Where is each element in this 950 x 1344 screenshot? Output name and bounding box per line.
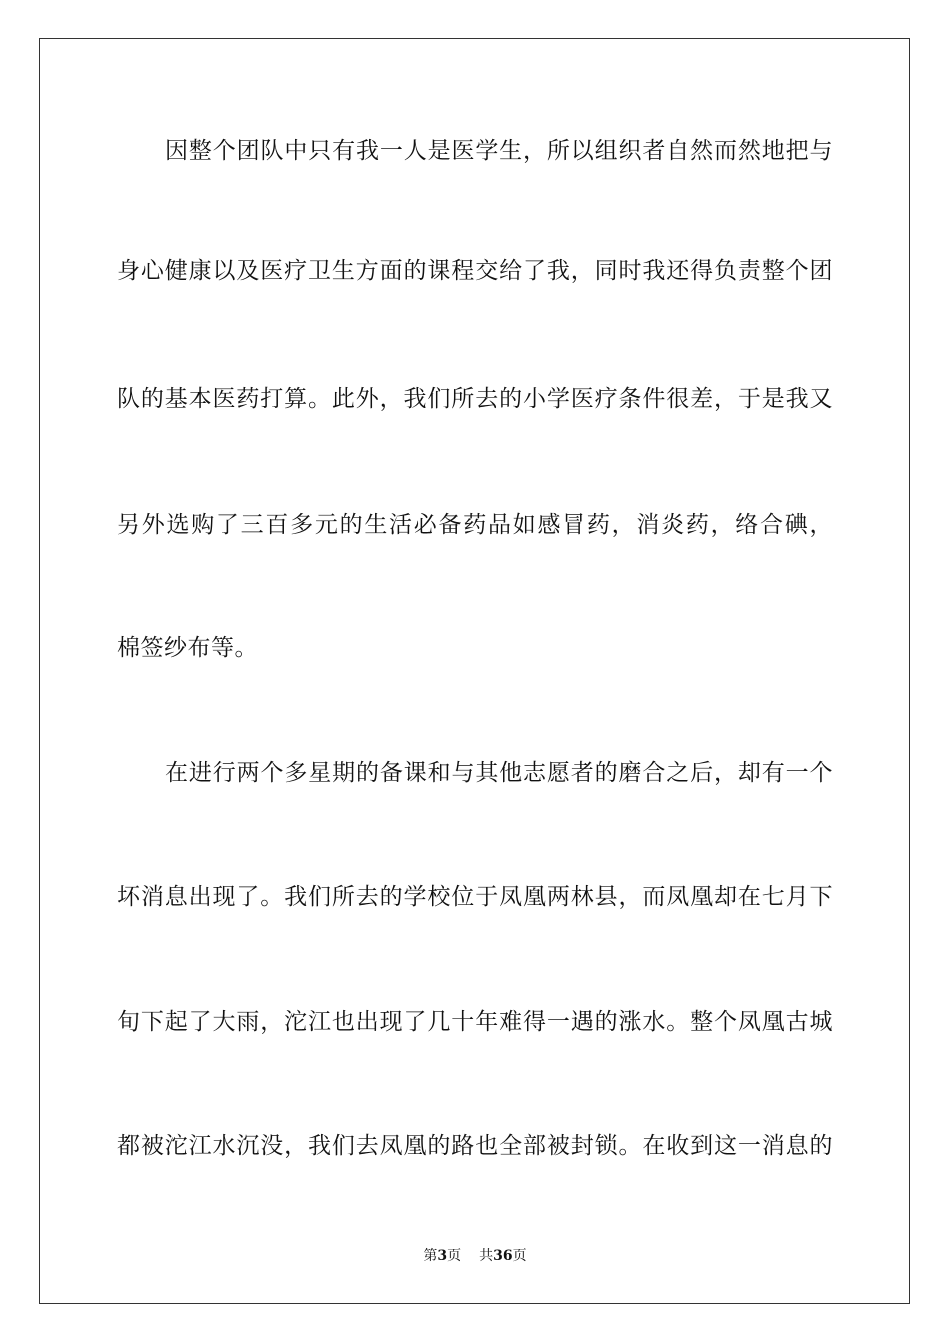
paragraph-1-line-3: 队的基本医药打算。此外，我们所去的小学医疗条件很差，于是我又 [117,386,833,412]
paragraph-2-line-1: 在进行两个多星期的备课和与其他志愿者的磨合之后，却有一个 [165,760,833,786]
paragraph-1-line-5: 棉签纱布等。 [117,635,258,661]
page-number: 3 [437,1248,448,1264]
paragraph-2-line-2: 坏消息出现了。我们所去的学校位于凤凰两林县，而凤凰却在七月下 [117,884,833,910]
paragraph-1-line-2: 身心健康以及医疗卫生方面的课程交给了我，同时我还得负责整个团 [117,258,833,284]
total-pages: 36 [493,1248,513,1264]
page-border [39,38,910,1304]
total-prefix: 共 [479,1248,494,1264]
paragraph-2-line-3: 旬下起了大雨，沱江也出现了几十年难得一遇的涨水。整个凤凰古城 [117,1009,833,1035]
page-suffix: 页 [447,1248,462,1264]
page-prefix: 第 [423,1248,438,1264]
total-suffix: 页 [512,1248,527,1264]
paragraph-1-line-4: 另外选购了三百多元的生活必备药品如感冒药，消炎药，络合碘， [117,512,833,538]
paragraph-2-line-4: 都被沱江水沉没，我们去凤凰的路也全部被封锁。在收到这一消息的 [117,1133,833,1159]
page-footer [0,1247,950,1265]
paragraph-1-line-1: 因整个团队中只有我一人是医学生，所以组织者自然而然地把与 [165,138,833,164]
